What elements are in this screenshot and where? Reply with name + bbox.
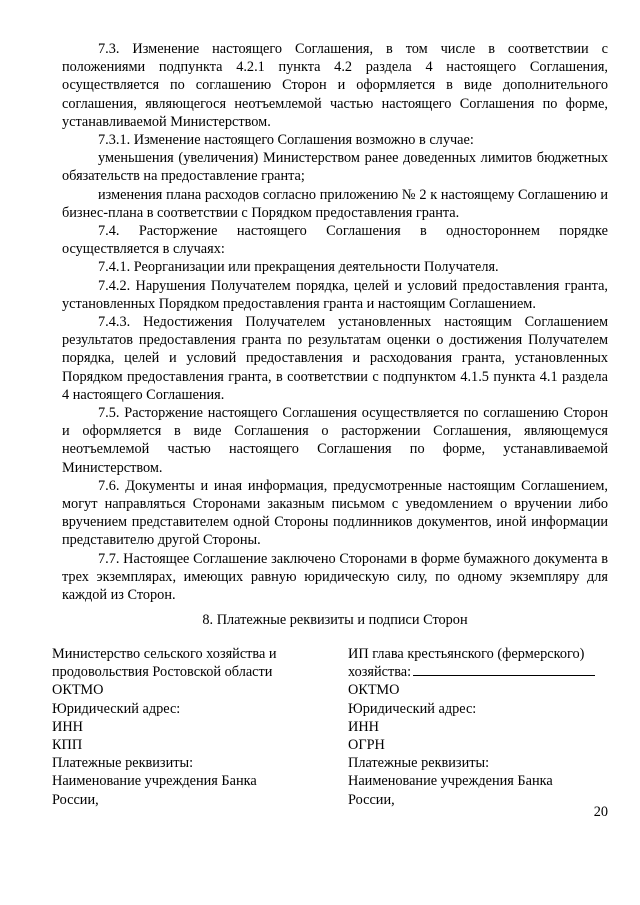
recipient-head-line1: ИП глава крестьянского (фермерского) — [348, 646, 585, 662]
ministry-kpp: КПП — [52, 737, 83, 754]
section-title: 8. Платежные реквизиты и подписи Сторон — [202, 612, 468, 628]
ministry-details — [52, 645, 312, 809]
recipient-head-line2 — [348, 663, 608, 681]
paragraph-7-4: 7.4. Расторжение настоящего Соглашения в одностороннем порядке осуществляется в случаях: — [62, 223, 608, 258]
ministry-bank-name: Наименование учреждения Банка России, — [52, 773, 257, 808]
paragraph-7-3: 7.3. Изменение настоящего Соглашения, в том числе в соответствии с положениями подпункта 4.2.1 пункта 4.2 раздела 4 настоящего Соглашения, осуществляется по соглашению Сторон и оформляется в виде дополнительного соглашения, являющегося неотъемлемой частью настоящего Соглашения по форме, устанавливаемой Министерством. — [62, 41, 608, 130]
ministry-inn: ИНН — [52, 718, 83, 735]
recipient-legal-address: Юридический адрес: — [348, 700, 477, 717]
paragraph-plan-change: изменения плана расходов согласно приложению № 2 к настоящему Соглашению и бизнес-плана в соответствии с Порядком предоставления гранта. — [62, 186, 608, 221]
recipient-oktmo: ОКТМО — [348, 682, 400, 699]
recipient-bank-name: Наименование учреждения Банка России, — [348, 773, 553, 808]
recipient-ogrn: ОГРН — [348, 737, 385, 754]
recipient-payment-details: Платежные реквизиты: — [348, 755, 490, 772]
paragraph-7-4-2: 7.4.2. Нарушения Получателем порядка, целей и условий предоставления гранта, установленных Порядком предоставления гранта и настоящим Соглашением. — [62, 277, 608, 312]
ministry-name-line2: продовольствия Ростовской области — [52, 664, 273, 681]
page-number: 20 — [593, 804, 608, 820]
paragraph-limits-change: уменьшения (увеличения) Министерством ранее доведенных лимитов бюджетных обязательств на предоставление гранта; — [62, 150, 608, 185]
paragraph-7-4-1: 7.4.1. Реорганизации или прекращения деятельности Получателя. — [98, 259, 499, 276]
ministry-name-line1: Министерство сельского хозяйства и — [52, 646, 277, 662]
ministry-payment-details: Платежные реквизиты: — [52, 755, 194, 772]
paragraph-7-5: 7.5. Расторжение настоящего Соглашения осуществляется по соглашению Сторон и оформляется в виде Соглашения о расторжении Соглашения, являющемуся неотъемлемой частью настоящего Соглашения по форме, устанавливаемой Министерством. — [62, 405, 608, 476]
paragraph-7-7: 7.7. Настоящее Соглашение заключено Сторонами в форме бумажного документа в трех экземплярах, имеющих равную юридическую силу, по одному экземпляру для каждой из Сторон. — [62, 550, 608, 604]
paragraph-7-6: 7.6. Документы и иная информация, предусмотренные настоящим Соглашением, могут направляться Сторонами заказным письмом с уведомлением о вручении либо вручением представителем одной Стороны подлинников документов, иной информации представителю другой Стороны. — [62, 477, 608, 549]
paragraph-7-4-3: 7.4.3. Недостижения Получателем установленных настоящим Соглашением результатов предоставления гранта по результатам оценки о достижения Получателем порядка, целей и условий предоставления и расходования гранта, установленных Порядком предоставления гранта, в соответствии с подпунктом 4.1.5 пункта 4.1 раздела 4 настоящего Соглашения. — [62, 314, 608, 403]
agreement-body — [62, 40, 608, 604]
recipient-name-blank — [413, 663, 595, 676]
ministry-oktmo: ОКТМО — [52, 682, 104, 699]
recipient-details — [348, 645, 608, 809]
recipient-head-label: хозяйства: — [348, 664, 412, 681]
recipient-inn: ИНН — [348, 718, 379, 735]
paragraph-7-3-1: 7.3.1. Изменение настоящего Соглашения возможно в случае: — [98, 132, 474, 149]
ministry-legal-address: Юридический адрес: — [52, 700, 181, 717]
